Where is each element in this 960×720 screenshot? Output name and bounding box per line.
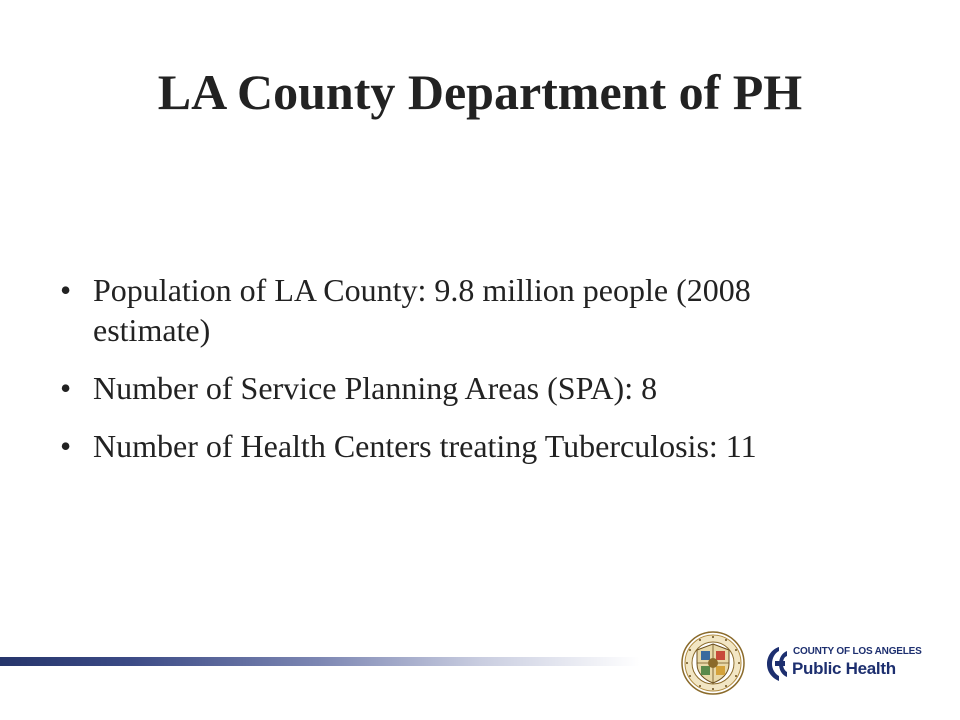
bullet-text: Population of LA County: 9.8 million people (2008 estimate)	[93, 272, 751, 348]
bullet-marker: •	[60, 370, 72, 406]
bullet-list	[60, 270, 860, 484]
bullet-text: Number of Health Centers treating Tuberculosis: 11	[93, 428, 757, 464]
footer-divider-bar	[0, 657, 640, 666]
slide-title: LA County Department of PH	[157, 64, 803, 120]
public-health-logo	[763, 643, 922, 685]
bullet-marker: •	[60, 272, 72, 308]
logo-line-1: COUNTY OF LOS ANGELES	[793, 646, 922, 657]
bullet-marker: •	[60, 428, 72, 464]
bullet-item	[60, 270, 860, 350]
logo-line-2: Public Health	[792, 659, 896, 678]
county-seal-icon	[681, 631, 745, 695]
bullet-item	[60, 426, 860, 466]
public-health-mark-icon	[763, 645, 791, 683]
bullet-text: Number of Service Planning Areas (SPA): 8	[93, 370, 658, 406]
bullet-item	[60, 368, 860, 408]
